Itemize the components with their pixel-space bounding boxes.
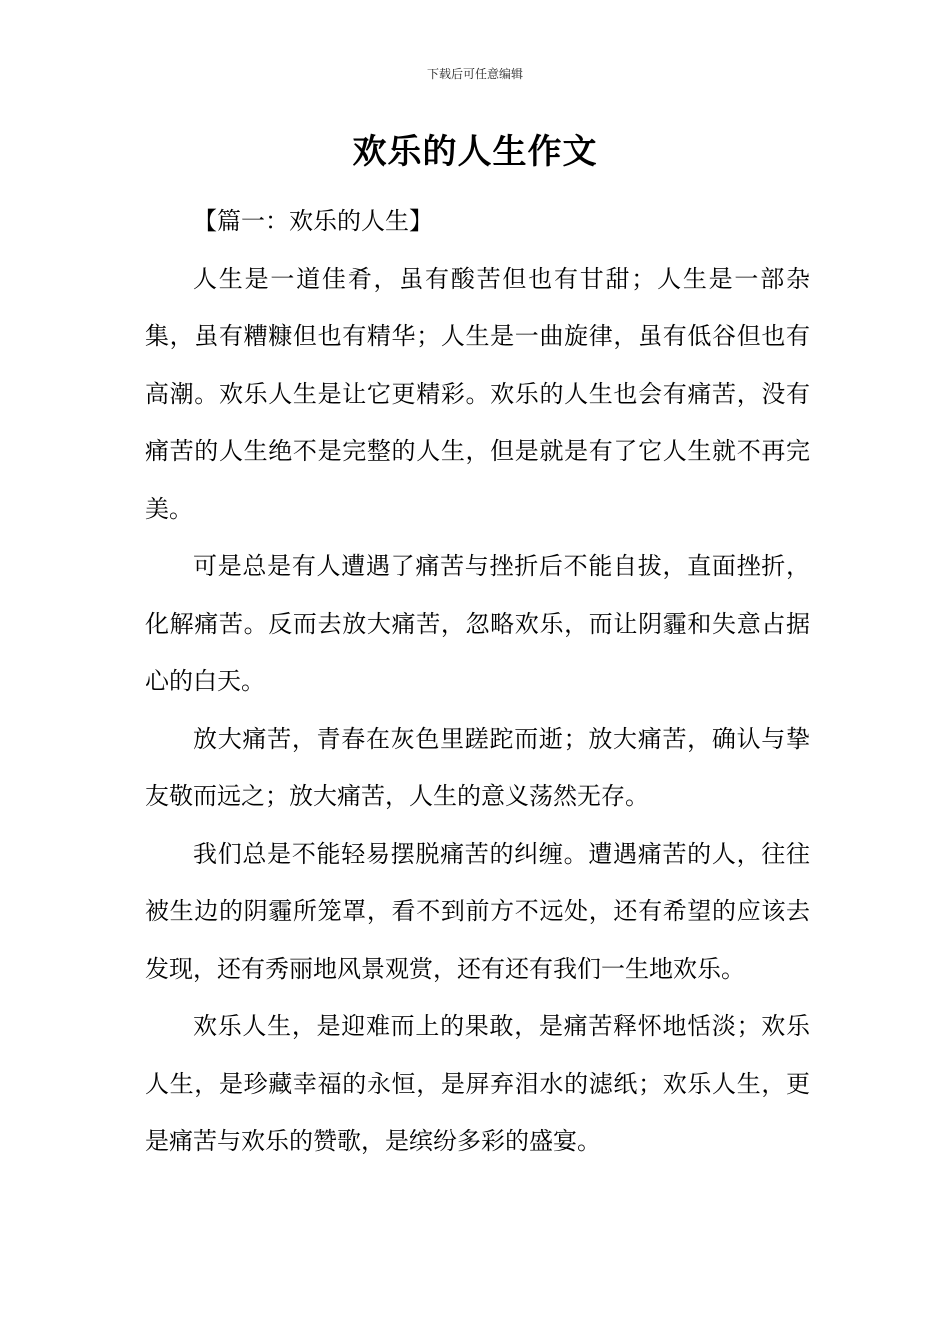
paragraph-2: 可是总是有人遭遇了痛苦与挫折后不能自拔，直面挫折，化解痛苦。反而去放大痛苦，忽略欢乐，而让阴霾和失意占据心的白天。 [145, 552, 810, 695]
paragraph-1: 人生是一道佳肴，虽有酸苦但也有甘甜；人生是一部杂集，虽有糟糠但也有精华；人生是一曲旋律，虽有低谷但也有高潮。欢乐人生是让它更精彩。欢乐的人生也会有痛苦，没有痛苦的人生绝不是完整的人生，但是就是有了它人生就不再完美。 [145, 264, 810, 523]
paragraph-4: 我们总是不能轻易摆脱痛苦的纠缠。遭遇痛苦的人，往往被生边的阴霾所笼罩，看不到前方不远处，还有希望的应该去发现，还有秀丽地风景观赏，还有还有我们一生地欢乐。 [145, 839, 810, 983]
paragraph-5: 欢乐人生，是迎难而上的果敢，是痛苦释怀地恬淡；欢乐人生，是珍藏幸福的永恒，是屏弃泪水的滤纸；欢乐人生，更是痛苦与欢乐的赞歌，是缤纷多彩的盛宴。 [145, 1012, 810, 1155]
document-title: 欢乐的人生作文 [352, 132, 598, 172]
section-heading: 【篇一：欢乐的人生】 [193, 207, 433, 235]
document-body [145, 193, 810, 1171]
header-note: 下载后可任意编辑 [426, 67, 523, 81]
paragraph-3: 放大痛苦，青春在灰色里蹉跎而逝；放大痛苦，确认与挚友敬而远之；放大痛苦，人生的意义荡然无存。 [145, 724, 810, 810]
